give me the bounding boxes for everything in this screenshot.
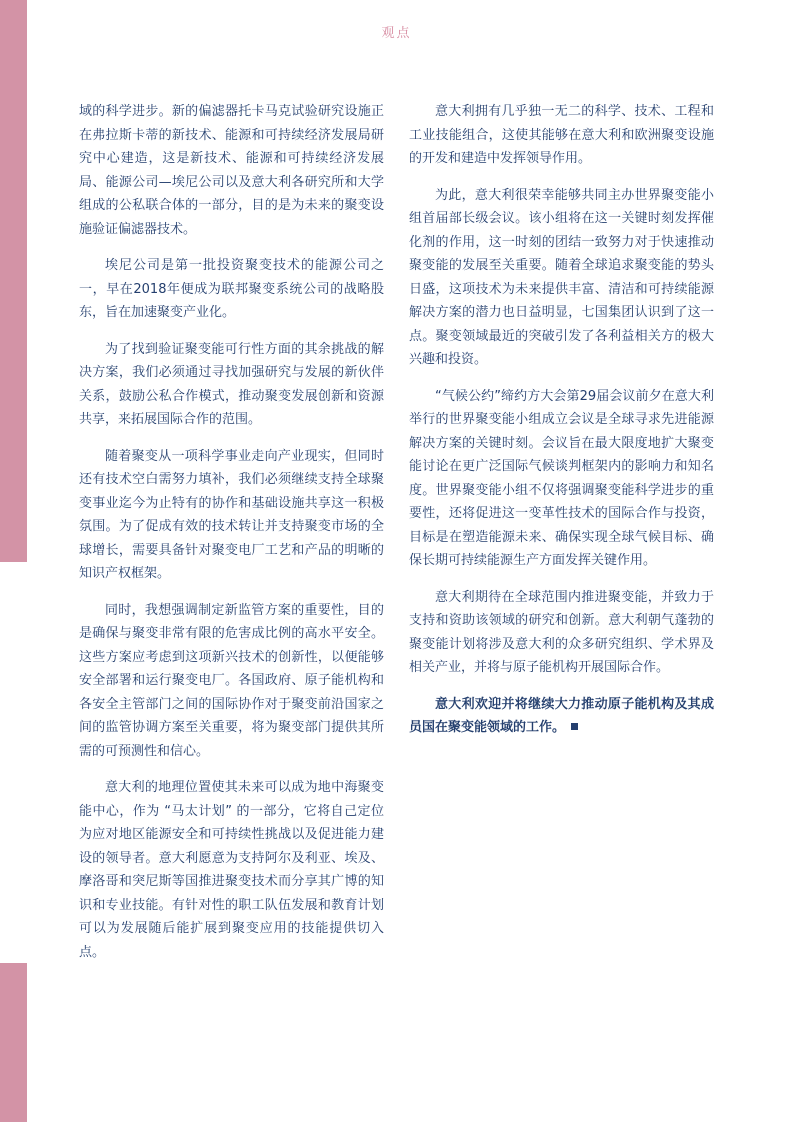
left-column — [79, 100, 384, 977]
right-paragraph-4: 意大利期待在全球范围内推进聚变能，并致力于支持和资助该领域的研究和创新。意大利朝气蓬勃的聚变能计划将涉及意大利的众多研究组织、学术界及相关产业，并将与原子能机构开展国际合作。 — [409, 589, 714, 675]
left-paragraph-5: 同时，我想强调制定新监管方案的重要性，目的是确保与聚变非常有限的危害成比例的高水平安全。这些方案应考虑到这项新兴技术的创新性，以便能够安全部署和运行聚变电厂。各国政府、原子能机构和各安全主管部门之间的国际协作对于聚变前沿国家之间的监管协调方案至关重要，将为聚变部门提供其所需的可预测性和信心。 — [79, 602, 384, 759]
left-paragraph-2: 埃尼公司是第一批投资聚变技术的能源公司之一，早在2018年便成为联邦聚变系统公司的战略股东，旨在加速聚变产业化。 — [79, 258, 384, 320]
right-column — [409, 100, 714, 753]
section-label: 观点 — [381, 26, 412, 41]
left-paragraph-3: 为了找到验证聚变能可行性方面的其余挑战的解决方案，我们必须通过寻找加强研究与发展的新伙伴关系，鼓励公私合作模式，推动聚变发展创新和资源共享，来拓展国际合作的范围。 — [79, 341, 384, 427]
right-paragraph-2: 为此，意大利很荣幸能够共同主办世界聚变能小组首届部长级会议。该小组将在这一关键时刻发挥催化剂的作用，这一时刻的团结一致努力对于快速推动聚变能的发展至关重要。随着全球追求聚变能的势头日盛，这项技术为未来提供丰富、清洁和可持续能源解决方案的潜力也日益明显，七国集团认识到了这一点。聚变领域最近的突破引发了各利益相关方的极大兴趣和投资。 — [409, 187, 714, 367]
left-paragraph-4: 随着聚变从一项科学事业走向产业现实，但同时还有技术空白需努力填补，我们必须继续支持全球聚变事业迄今为止特有的协作和基础设施共享这一积极氛围。为了促成有效的技术转让并支持聚变市场的全球增长，需要具备针对聚变电厂工艺和产品的明晰的知识产权框架。 — [79, 448, 384, 581]
right-paragraph-3: “气候公约”缔约方大会第29届会议前夕在意大利举行的世界聚变能小组成立会议是全球寻求先进能源解决方案的关键时刻。会议旨在最大限度地扩大聚变能讨论在更广泛国际气候谈判框架内的影响力和知名度。世界聚变能小组不仅将强调聚变能科学进步的重要性，还将促进这一变革性技术的国际合作与投资，目标是在塑造能源未来、确保实现全球气候目标、确保长期可持续能源生产方面发挥关键作用。 — [409, 388, 714, 568]
left-paragraph-6: 意大利的地理位置使其未来可以成为地中海聚变能中心，作为 “马太计划” 的一部分，它将自己定位为应对地区能源安全和可持续性挑战以及促进能力建设的领导者。意大利愿意为支持阿尔及利亚、埃及、摩洛哥和突尼斯等国推进聚变技术而分享其广博的知识和专业技能。有针对性的职工队伍发展和教育计划可以为发展随后能扩展到聚变应用的技能提供切入点。 — [79, 780, 384, 960]
side-accent-bar-bottom — [0, 963, 27, 1122]
closing-statement — [409, 693, 714, 740]
end-of-article-square-icon — [571, 723, 578, 730]
right-paragraph-1: 意大利拥有几乎独一无二的科学、技术、工程和工业技能组合，这使其能够在意大利和欧洲聚变设施的开发和建造中发挥领导作用。 — [409, 104, 714, 166]
left-paragraph-1: 域的科学进步。新的偏滤器托卡马克试验研究设施正在弗拉斯卡蒂的新技术、能源和可持续经济发展局研究中心建造，这是新技术、能源和可持续经济发展局、能源公司—埃尼公司以及意大利各研究所和大学组成的公私联合体的一部分，目的是为未来的聚变设施验证偏滤器技术。 — [79, 104, 384, 237]
closing-statement-text: 意大利欢迎并将继续大力推动原子能机构及其成员国在聚变能领域的工作。 — [409, 696, 714, 735]
side-accent-bar-top — [0, 0, 27, 562]
